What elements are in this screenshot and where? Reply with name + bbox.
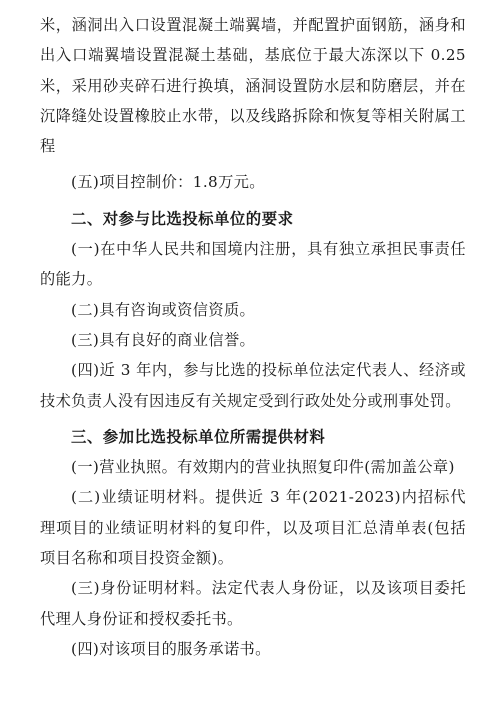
material-item-2: (二)业绩证明材料。提供近 3 年(2021-2023)内招标代理项目的业绩证明材料的复印件，以及项目汇总清单表(包括项目名称和项目投资金额)。 xyxy=(40,488,466,568)
material-item-3: (三)身份证明材料。法定代表人身份证，以及该项目委托代理人身份证和授权委托书。 xyxy=(40,579,466,628)
material-item-4: (四)对该项目的服务承诺书。 xyxy=(71,639,271,658)
requirement-item-1: (一)在中华人民共和国境内注册，具有独立承担民事责任的能力。 xyxy=(40,240,466,289)
requirement-item-2: (二)具有咨询或资信资质。 xyxy=(71,300,256,319)
material-item-1: (一)营业执照。有效期内的营业执照复印件(需加盖公章) xyxy=(71,458,455,477)
requirement-item-4: (四)近 3 年内，参与比选的投标单位法定代表人、经济或技术负责人没有因违反有关规定受到行政处处分或刑事处罚。 xyxy=(40,361,466,410)
section-heading-requirements: 二、对参与比选投标单位的要求 xyxy=(71,209,294,228)
section-heading-materials: 三、参加比选投标单位所需提供材料 xyxy=(71,427,326,446)
requirement-item-3: (三)具有良好的商业信誉。 xyxy=(71,330,256,349)
paragraph-project-description: 米，涵洞出入口设置混凝土端翼墙，并配置护面钢筋，涵身和出入口端翼墙设置混凝土基础，基底位于最大冻深以下 0.25米，采用砂夹碎石进行换填，涵洞设置防水层和防磨层，并在沉降缝处设置橡胶止水带，以及线路拆除和恢复等相关附属工程 xyxy=(40,16,466,156)
paragraph-control-price: (五)项目控制价：1.8万元。 xyxy=(71,173,265,192)
